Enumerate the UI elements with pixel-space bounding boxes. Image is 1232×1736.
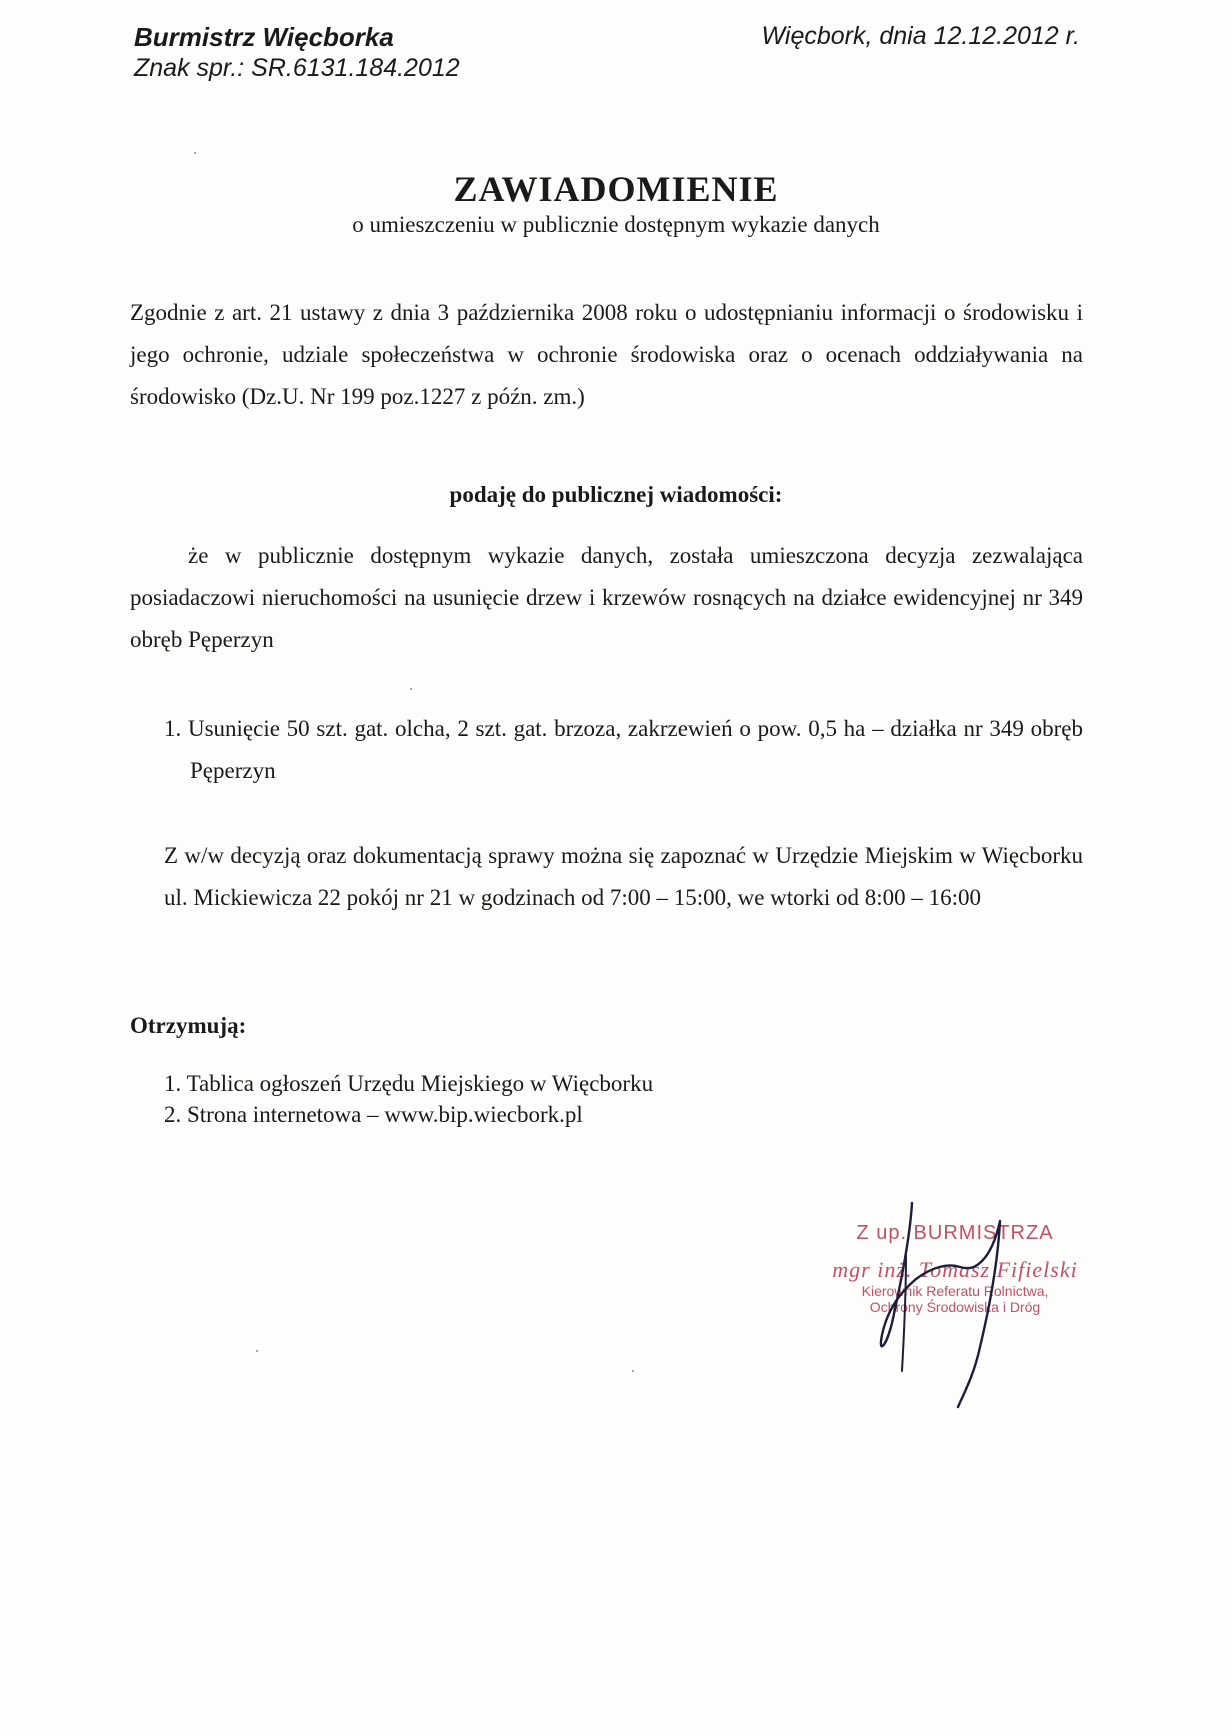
announcement-heading: podaję do publicznej wiadomości:: [449, 482, 783, 507]
decision-item: 1. Usunięcie 50 szt. gat. olcha, 2 szt. gat. brzoza, zakrzewień o pow. 0,5 ha – działka nr 349 obręb Pęperzyn: [164, 716, 1083, 783]
scan-speck: [194, 152, 196, 154]
scan-speck: [256, 1350, 258, 1352]
stamp-authority: Z up. BURMISTRZA: [856, 1222, 1054, 1244]
decision-paragraph: że w publicznie dostępnym wykazie danych, została umieszczona decyzja zezwalająca posiadaczowi nieruchomości na usunięcie drzew i krzewów rosnących na działce ewidencyjnej nr 349 obręb Pęperzyn: [130, 543, 1083, 652]
list-item: 2. Strona internetowa – www.bip.wiecbork.pl: [164, 1102, 583, 1127]
handwritten-signature: [820, 1195, 1090, 1415]
document-title: ZAWIADOMIENIE: [453, 169, 779, 209]
scan-speck: [632, 1370, 634, 1372]
place-and-date: Więcbork, dnia 12.12.2012 r.: [761, 22, 1080, 50]
legal-basis-paragraph: Zgodnie z art. 21 ustawy z dnia 3 października 2008 roku o udostępnianiu informacji o środowisku i jego ochronie, udziale społeczeństwa w ochronie środowiska oraz o ocenach oddziaływania na środowisko (Dz.U. Nr 199 poz.1227 z późn. zm.): [130, 300, 1083, 409]
recipients-heading: Otrzymują:: [130, 1013, 247, 1038]
scan-speck: [410, 688, 412, 690]
case-reference: Znak spr.: SR.6131.184.2012: [134, 54, 460, 82]
issuer-name: Burmistrz Więcborka: [134, 22, 394, 52]
stamp-position: Kierownik Referatu Rolnictwa,: [861, 1283, 1049, 1299]
document-subtitle: o umieszczeniu w publicznie dostępnym wykazie danych: [352, 212, 880, 237]
list-item: 1. Tablica ogłoszeń Urzędu Miejskiego w Więcborku: [164, 1071, 654, 1096]
stamp-department: Ochrony Środowiska i Dróg: [869, 1299, 1041, 1315]
stamp-signatory: mgr inż. Tomasz Fifielski: [832, 1257, 1078, 1282]
recipients-list: [164, 1068, 653, 1130]
documentation-paragraph: Z w/w decyzją oraz dokumentacją sprawy można się zapoznać w Urzędzie Miejskim w Więcborku ul. Mickiewicza 22 pokój nr 21 w godzinach od 7:00 – 15:00, we wtorki od 8:00 – 16:00: [164, 843, 1083, 910]
